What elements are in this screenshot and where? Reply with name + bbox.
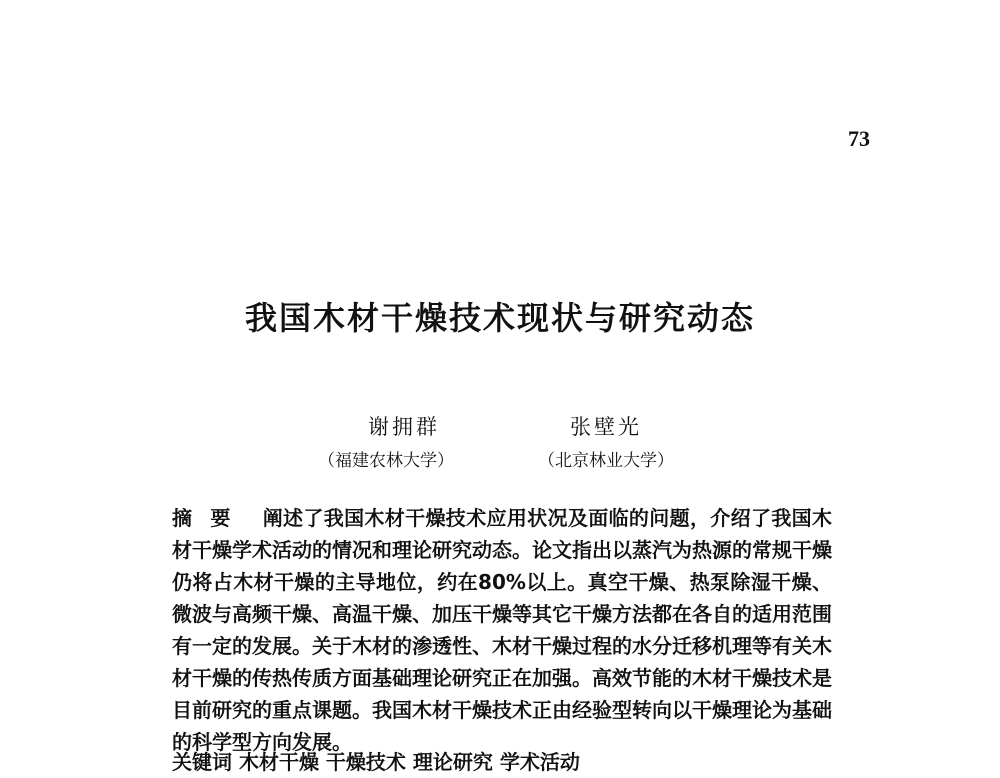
page-number: 73 <box>848 126 870 151</box>
abstract <box>172 502 832 758</box>
author-name-1: 谢拥群 <box>368 415 440 439</box>
abstract-label: 摘要 <box>172 506 249 530</box>
abstract-text: 阐述了我国木材干燥技术应用状况及面临的问题，介绍了我国木材干燥学术活动的情况和理论研究动态。论文指出以蒸汽为热源的常规干燥仍将占木材干燥的主导地位，约在80%以上。真空干燥、热泵除湿干燥、微波与高频干燥、高温干燥、加压干燥等其它干燥方法都在各自的适用范围有一定的发展。关于木材的渗透性、木材干燥过程的水分迁移机理等有关木材干燥的传热传质方面基础理论研究正在加强。高效节能的木材干燥技术是目前研究的重点课题。我国木材干燥技术正由经验型转向以干燥理论为基础的科学型方向发展。 <box>172 506 833 754</box>
paper-title: 我国木材干燥技术现状与研究动态 <box>244 299 755 337</box>
author-name-2: 张壁光 <box>570 415 642 439</box>
author-affiliation-1: （福建农林大学） <box>318 451 454 471</box>
author-affiliation-2: （北京林业大学） <box>538 451 674 471</box>
keywords-text: 关键词 木材干燥 干燥技术 理论研究 学术活动 <box>172 750 580 774</box>
keywords-line-cropped <box>172 746 832 774</box>
